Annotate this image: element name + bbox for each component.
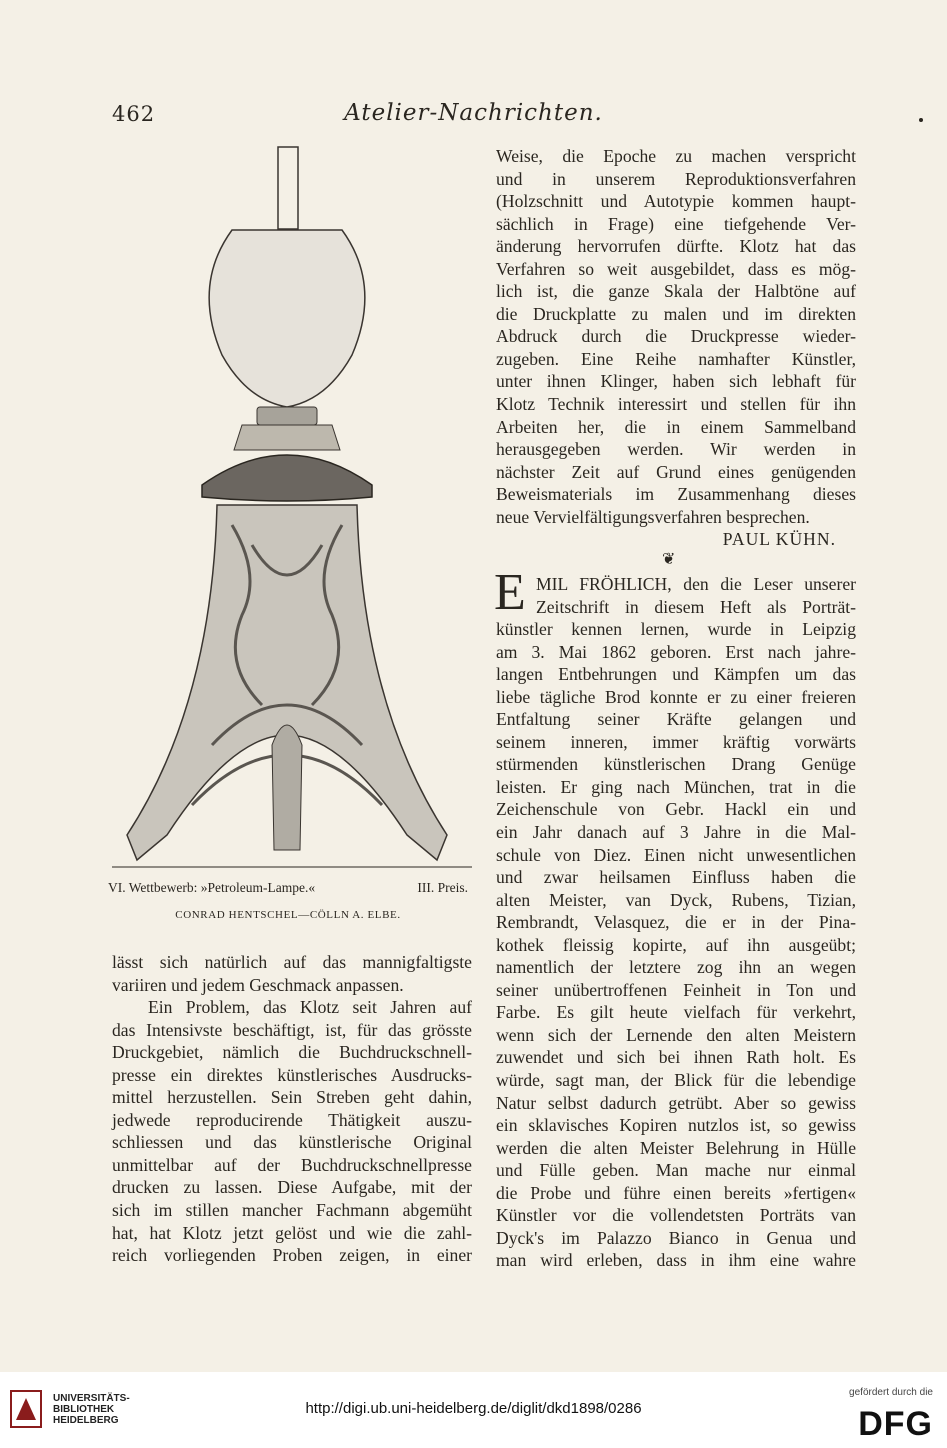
text-line: stürmenden künstlerischen Drang Genüge	[496, 754, 856, 775]
fleuron-icon: ❦	[662, 549, 676, 568]
text-line: und in unserem Reproduktionsverfahren	[496, 168, 856, 189]
caption-title: VI. Wettbewerb: »Petroleum-Lampe.«	[108, 880, 316, 895]
right-column	[496, 145, 856, 551]
text-line: jedwede reproducirende Thätigkeit auszu-	[112, 1109, 472, 1130]
text-line: Künstler vor die vollendetsten Porträts van	[496, 1205, 856, 1226]
text-line: Arbeiten her, die in einem Sammelband	[496, 416, 856, 437]
caption-prize: III. Preis.	[417, 880, 468, 895]
lamp-collar	[257, 407, 317, 425]
text-line: lich ist, die ganze Skala der Halbtöne auf	[496, 281, 856, 302]
text-line: ein Jahr danach auf 3 Jahre in die Mal-	[496, 822, 856, 843]
text-line: künstler kennen lernen, wurde in Leipzig	[496, 619, 856, 640]
signature: PAUL KÜHN.	[722, 529, 836, 550]
text-line: Rembrandt, Velasquez, die er in der Pina-	[496, 912, 856, 933]
text-line: am 3. Mai 1862 geboren. Erst nach jahre-	[496, 641, 856, 662]
text-line: Zeitschrift in diesem Heft als Porträt-	[536, 596, 856, 617]
text-line: würde, sagt man, der Blick für die lebendige	[496, 1070, 856, 1091]
lamp-burner	[234, 425, 340, 450]
lamp-chimney	[278, 147, 298, 229]
text-line: Klotz Technik interessirt und stellen für ihn	[496, 394, 856, 415]
text-line: mittel herzustellen. Sein Streben geht dahin,	[112, 1087, 472, 1108]
text-line: Entfaltung seiner Kräfte gelangen und	[496, 709, 856, 730]
text-line: kothek fleissig kopirte, auf ihn ausgeübt;	[496, 934, 856, 955]
text-line: und zwar heilsamen Einfluss haben die	[496, 867, 856, 888]
text-line: Beweismaterials im Zusammenhang dieses	[496, 484, 856, 505]
page-number: 462	[112, 102, 156, 126]
funded-by-label: gefördert durch die	[849, 1387, 933, 1398]
text-line: Verfahren so weit ausgebildet, dass es mög-	[496, 258, 856, 279]
lamp-illustration	[112, 145, 472, 870]
text-line: schule von Diez. Einen nicht unwesentlichen	[496, 844, 856, 865]
figure-credit: CONRAD HENTSCHEL—CÖLLN A. ELBE.	[175, 909, 401, 921]
text-line: presse ein direktes künstlerisches Ausdrucks-	[112, 1064, 472, 1085]
text-line: hat, hat Klotz jetzt gelöst und wie die zahl-	[112, 1222, 472, 1243]
lamp-globe	[209, 230, 365, 407]
lamp-reservoir	[202, 455, 372, 501]
text-line: schliessen und das künstlerische Original	[112, 1132, 472, 1153]
text-line: drucken zu lassen. Diese Aufgabe, mit der	[112, 1177, 472, 1198]
footer-bar	[0, 1372, 947, 1448]
text-line: werden die alten Meister Belehrung in Hülle	[496, 1137, 856, 1158]
text-line: Ein Problem, das Klotz seit Jahren auf	[148, 997, 472, 1018]
text-line: namentlich der letztere zog ihn an wegen	[496, 957, 856, 978]
text-line: Druckgebiet, nämlich die Buchdruckschnell-	[112, 1042, 472, 1063]
text-line: reich vorliegenden Proben zeigen, in einer	[112, 1245, 472, 1266]
text-line: liebe tägliche Brod konnte er zu einer freieren	[496, 686, 856, 707]
text-line: Dyck's im Palazzo Bianco in Genua und	[496, 1227, 856, 1248]
text-line: leisten. Er ging nach München, trat in die	[496, 776, 856, 797]
text-line: Abdruck durch die Druckpresse wieder-	[496, 326, 856, 347]
margin-dot	[919, 118, 923, 122]
text-line: herausgegeben werden. Wir werden in	[496, 439, 856, 460]
text-line: variiren und jedem Geschmack anpassen.	[112, 974, 404, 995]
dfg-logo: DFG	[858, 1405, 933, 1443]
figure-caption	[108, 880, 468, 896]
text-line: Weise, die Epoche zu machen verspricht	[496, 146, 856, 166]
running-title: Atelier-Nachrichten.	[344, 100, 603, 126]
text-line: man wird erleben, dass in ihm eine wahre	[496, 1250, 856, 1271]
text-line: wenn sich der Lernende den alten Meistern	[496, 1024, 856, 1045]
text-line: die Druckplatte zu malen und im direkten	[496, 303, 856, 324]
text-line: Zeichenschule von Gebr. Hackl ein und	[496, 799, 856, 820]
library-name: UNIVERSITÄTS- BIBLIOTHEK HEIDELBERG	[53, 1393, 130, 1426]
text-line: die Probe und führe einen bereits »fertigen«	[496, 1182, 856, 1203]
lamp-center-foot	[272, 725, 302, 850]
text-line: das Intensivste beschäftigt, ist, für das grösste	[112, 1019, 472, 1040]
text-line: änderung hervorrufen dürfte. Klotz hat das	[496, 236, 856, 257]
text-line: neue Vervielfältigungsverfahren besprechen.	[496, 506, 810, 527]
left-column	[112, 951, 472, 1267]
text-line: lässt sich natürlich auf das mannigfaltigste	[112, 952, 472, 972]
text-line: zuwendet und sich bei ihnen Rath holt. Es	[496, 1047, 856, 1068]
text-line: zugeben. Eine Reihe namhafter Künstler,	[496, 348, 856, 369]
text-line: seinem inneren, immer kräftig vorwärts	[496, 731, 856, 752]
text-line: unmittelbar auf der Buchdruckschnellpresse	[112, 1154, 472, 1175]
text-line: ein sklavisches Kopiren nutzlos ist, so gewiss	[496, 1115, 856, 1136]
text-line: (Holzschnitt und Autotypie kommen haupt-	[496, 191, 856, 212]
text-line: nächster Zeit auf Grund eines genügenden	[496, 461, 856, 482]
text-line: MIL FRÖHLICH, den die Leser unserer	[536, 574, 856, 594]
text-line: sächlich in Frage) eine tiefgehende Ver-	[496, 213, 856, 234]
source-url[interactable]: http://digi.ub.uni-heidelberg.de/diglit/dkd1898/0286	[305, 1400, 642, 1417]
text-line: alten Meister, van Dyck, Rubens, Tizian,	[496, 889, 856, 910]
article-column	[496, 573, 856, 1272]
text-line: und Fülle geben. Man mache nur einmal	[496, 1160, 856, 1181]
text-line: unter ihnen Klinger, haben sich lebhaft für	[496, 371, 856, 392]
text-line: Farbe. Es gilt heute vielfach für verkehrt,	[496, 1002, 856, 1023]
text-line: Natur selbst dadurch getrübt. Aber so gewiss	[496, 1092, 856, 1113]
drop-cap: E	[494, 564, 526, 621]
text-line: sich im stillen mancher Fachmann abgemüht	[112, 1200, 472, 1221]
text-line: seiner unübertroffenen Feinheit in Ton und	[496, 979, 856, 1000]
text-line: langen Entbehrungen und Kämpfen um das	[496, 664, 856, 685]
